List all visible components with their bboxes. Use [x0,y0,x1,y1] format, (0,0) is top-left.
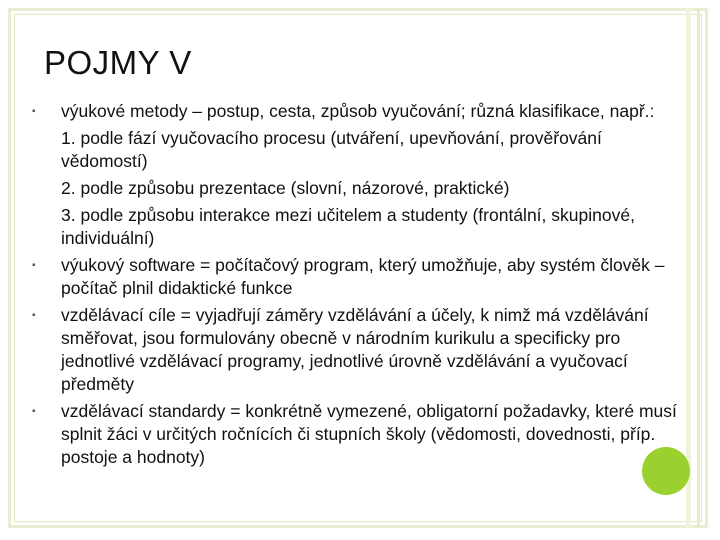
bullet-text: vzdělávací standardy = konkrétně vymezené, obligatorní požadavky, které musí splnit žáci v určitých ročnících či stupních školy (vědomosti, dovednosti, příp. postoje a hodnoty) [61,401,677,467]
slide-title: POJMY V [44,44,192,81]
sub-item: 1. podle fází vyučovacího procesu (utváření, upevňování, prověřování vědomostí) [61,128,602,171]
decorative-stripe [686,8,691,528]
sub-item: 2. podle způsobu prezentace (slovní, názorové, praktické) [61,178,510,198]
bullet-item-educational-software [30,254,680,300]
decorative-stripe [697,8,700,528]
bullet-icon: ▪ [32,260,36,271]
bullet-icon: ▪ [32,406,36,417]
bullet-text: výukové metody – postup, cesta, způsob vyučování; různá klasifikace, např.: [61,101,655,121]
sub-item: 3. podle způsobu interakce mezi učitelem a studenty (frontální, skupinové, individuální) [61,205,635,248]
decorative-green-circle [642,447,690,495]
bullet-item-educational-goals [30,304,680,396]
bullet-text: výukový software = počítačový program, který umožňuje, aby systém člověk – počítač plnil didaktické funkce [61,255,665,298]
bullet-list [30,100,680,469]
bullet-icon: ▪ [32,310,36,321]
bullet-item-educational-standards [30,400,680,469]
bullet-icon: ▪ [32,106,36,117]
bullet-item-teaching-methods [30,100,680,250]
bullet-text: vzdělávací cíle = vyjadřují záměry vzdělávání a účely, k nimž má vzdělávání směřovat, jsou formulovány obecně v národním kurikulu a specificky pro jednotlivé vzdělávací programy, jednotlivé úrovně vzdělávání a vyučovací předměty [61,305,649,394]
